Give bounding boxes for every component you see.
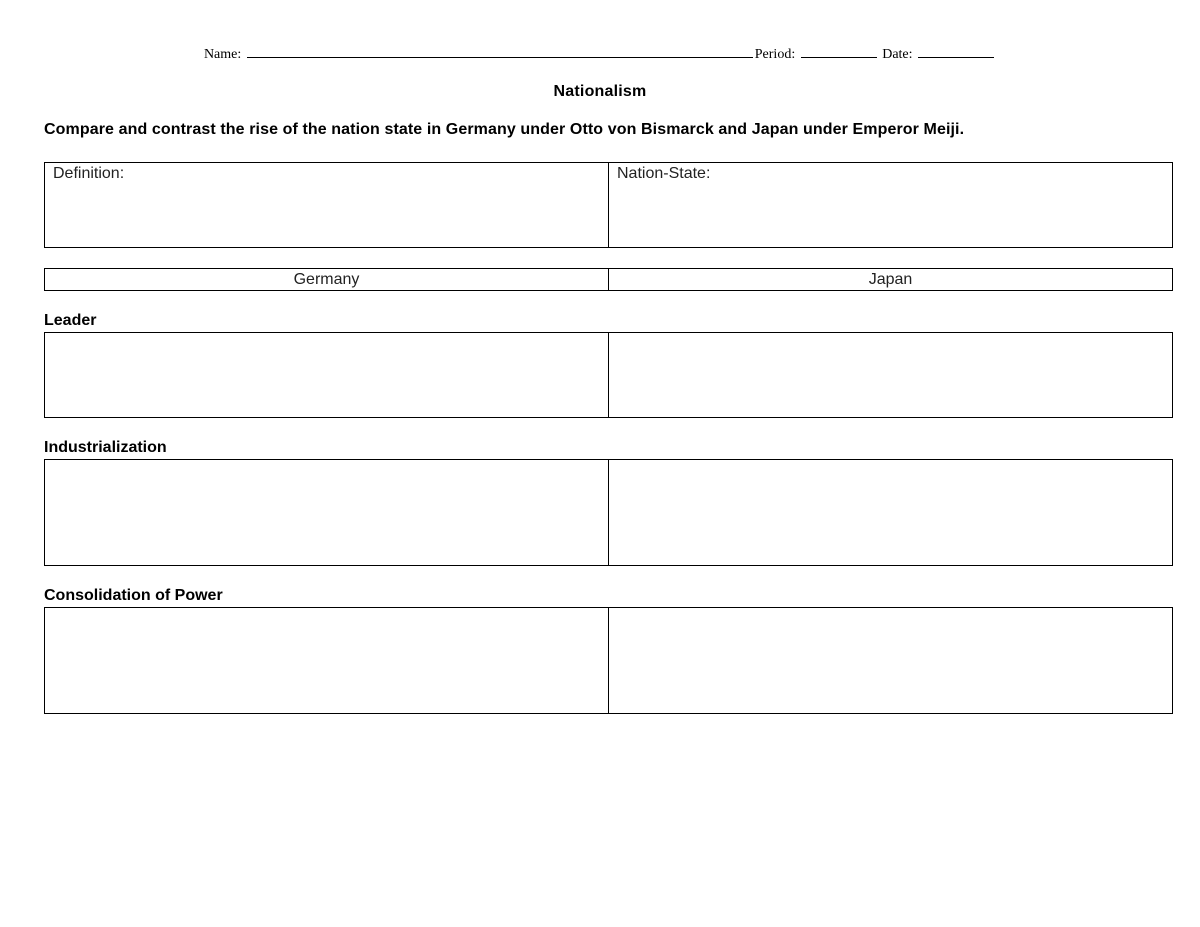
student-info-line [0, 43, 1200, 63]
period-blank[interactable] [801, 43, 877, 58]
leader-label: Leader [44, 312, 97, 329]
consolidation-japan-cell[interactable] [608, 608, 1172, 713]
germany-header: Germany [293, 271, 360, 288]
name-blank[interactable] [247, 43, 753, 58]
leader-germany-cell[interactable] [45, 333, 608, 417]
industrialization-label: Industrialization [44, 439, 167, 456]
leader-table [44, 332, 1173, 418]
leader-japan-cell[interactable] [608, 333, 1172, 417]
country-header-table [44, 268, 1173, 291]
industrialization-germany-cell[interactable] [45, 460, 608, 565]
period-label: Period: [754, 47, 796, 62]
nation-state-cell[interactable] [608, 163, 1172, 247]
industrialization-japan-cell[interactable] [608, 460, 1172, 565]
nation-state-label: Nation-State: [617, 165, 711, 182]
industrialization-table [44, 459, 1173, 566]
instructions: Compare and contrast the rise of the nation state in Germany under Otto von Bismarck and Japan under Emperor Meiji. [44, 121, 965, 138]
date-blank[interactable] [918, 43, 994, 58]
consolidation-table [44, 607, 1173, 714]
name-label: Name: [203, 47, 242, 62]
page-title: Nationalism [553, 83, 647, 100]
japan-header: Japan [608, 269, 1172, 290]
date-label: Date: [882, 47, 913, 62]
consolidation-label: Consolidation of Power [44, 587, 223, 604]
definition-table [44, 162, 1173, 248]
definition-cell[interactable] [45, 163, 608, 247]
consolidation-germany-cell[interactable] [45, 608, 608, 713]
definition-label: Definition: [53, 165, 125, 182]
